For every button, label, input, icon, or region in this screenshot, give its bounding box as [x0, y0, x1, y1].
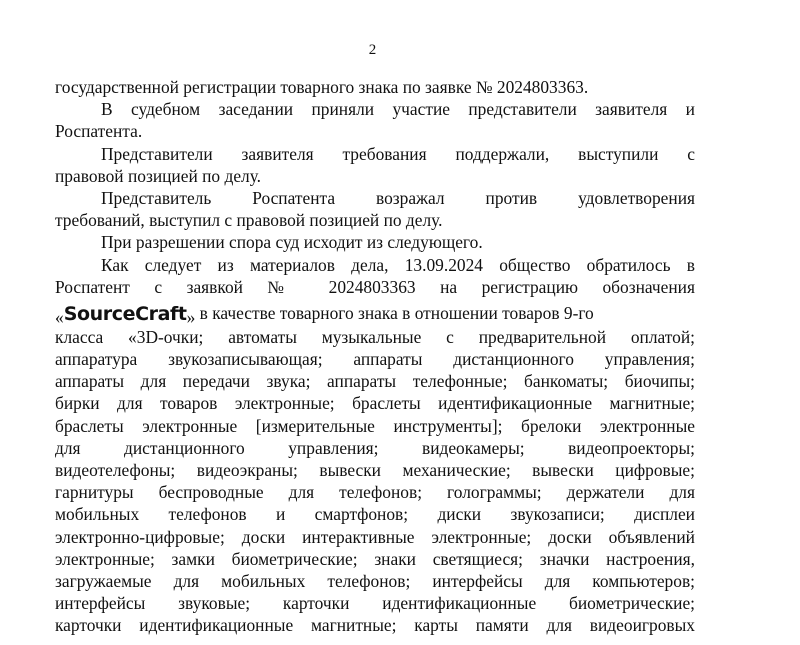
paragraph-line: браслеты электронные [измерительные инструменты]; брелоки электронные	[55, 415, 695, 436]
trademark-line-text: в качестве товарного знака в отношении товаров 9-го	[199, 302, 594, 323]
paragraph-line: При разрешении спора суд исходит из следующего.	[101, 232, 483, 253]
open-quote: «	[55, 306, 64, 327]
sourcecraft-logo: SourceCraft	[63, 302, 187, 325]
paragraph-line: Роспатент с заявкой № 2024803363 на регистрацию обозначения	[55, 276, 695, 297]
paragraph-line: Роспатента.	[55, 121, 143, 142]
paragraph-line: Как следует из материалов дела, 13.09.2024 общество обратилось в	[101, 254, 695, 275]
paragraph-line: мобильных телефонов и смартфонов; диски звукозаписи; дисплеи	[55, 504, 695, 525]
paragraph-line: В судебном заседании приняли участие представители заявителя и	[101, 99, 695, 120]
paragraph-line: интерфейсы звуковые; карточки идентификационные биометрические;	[55, 593, 695, 614]
paragraph-line: для дистанционного управления; видеокамеры; видеопроекторы;	[55, 437, 695, 458]
paragraph-line: Представитель Роспатента возражал против удовлетворения	[101, 187, 695, 208]
paragraph-line: правовой позицией по делу.	[55, 165, 262, 186]
page-number: 2	[368, 42, 377, 58]
paragraph-line: класса «3D-очки; автоматы музыкальные с предварительной оплатой;	[55, 326, 695, 347]
paragraph-line: гарнитуры беспроводные для телефонов; голограммы; держатели для	[55, 482, 695, 503]
paragraph-line: электронные; замки биометрические; знаки светящиеся; значки настроения,	[55, 548, 695, 569]
paragraph-line: карточки идентификационные магнитные; карты памяти для видеоигровых	[55, 615, 695, 636]
paragraph-line: аппараты для передачи звука; аппараты телефонные; банкоматы; биочипы;	[55, 371, 695, 392]
paragraph-line: государственной регистрации товарного знака по заявке № 2024803363.	[55, 77, 589, 97]
paragraph-line: бирки для товаров электронные; браслеты идентификационные магнитные;	[55, 393, 695, 414]
paragraph-line: видеотелефоны; видеоэкраны; вывески механические; вывески цифровые;	[55, 460, 695, 480]
paragraph-line: требований, выступил с правовой позицией по делу.	[55, 210, 443, 231]
trademark-line	[55, 300, 695, 326]
document-body	[55, 76, 695, 637]
paragraph-line: загружаемые для мобильных телефонов; интерфейсы для компьютеров;	[55, 570, 695, 591]
close-quote: »	[186, 306, 196, 327]
paragraph-line: Представители заявителя требования поддержали, выступили с	[101, 143, 695, 164]
paragraph-line: электронно-цифровые; доски интерактивные электронные; доски объявлений	[55, 526, 695, 547]
paragraph-line: аппаратура звукозаписывающая; аппараты дистанционного управления;	[55, 349, 695, 370]
